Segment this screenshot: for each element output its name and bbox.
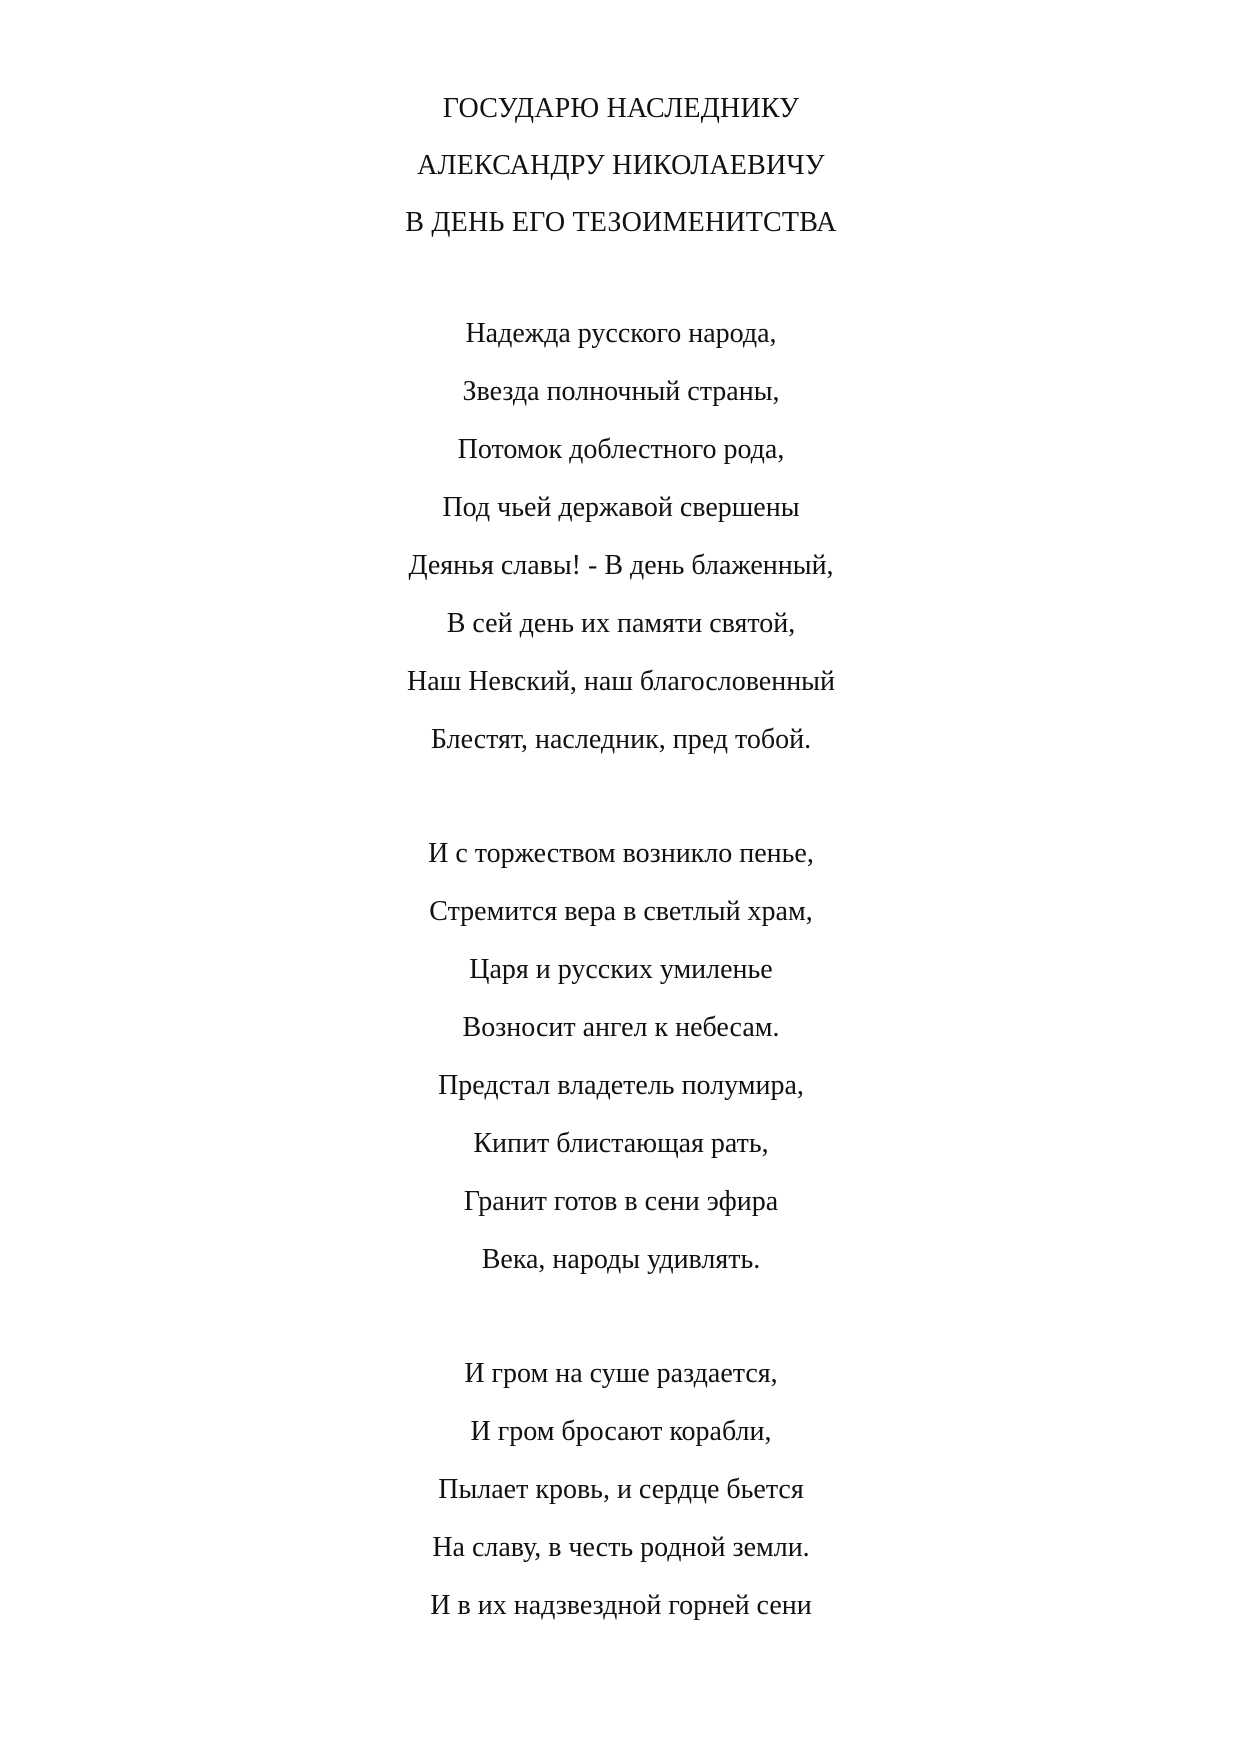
title-line: АЛЕКСАНДРУ НИКОЛАЕВИЧУ [417, 150, 825, 181]
verse-line: Под чьей державой свершены [442, 492, 800, 523]
verse-line: В сей день их памяти святой, [446, 608, 796, 639]
verse-line: И гром бросают корабли, [470, 1416, 772, 1447]
verse-line: Возносит ангел к небесам. [462, 1012, 780, 1043]
verse-line: Блестят, наследник, пред тобой. [430, 724, 812, 755]
stanza-3 [0, 1345, 1242, 1635]
stanza-1 [0, 305, 1242, 769]
verse-line: И в их надзвездной горней сени [430, 1590, 812, 1621]
verse-line: Кипит блистающая рать, [473, 1128, 769, 1159]
verse-line: Звезда полночный страны, [462, 376, 780, 407]
verse-line: И гром на суше раздается, [464, 1358, 778, 1389]
stanza-2 [0, 825, 1242, 1289]
verse-line: Наш Невский, наш благословенный [407, 666, 835, 697]
title-line: В ДЕНЬ ЕГО ТЕЗОИМЕНИТСТВА [405, 207, 837, 238]
verse-line: Века, народы удивлять. [481, 1244, 761, 1275]
verse-line: И с торжеством возникло пенье, [428, 838, 814, 869]
title-line: ГОСУДАРЮ НАСЛЕДНИКУ [442, 93, 800, 124]
verse-line: Предстал владетель полумира, [438, 1070, 804, 1101]
poem-title [0, 80, 1242, 251]
verse-line: Надежда русского народа, [465, 318, 777, 349]
verse-line: На славу, в честь родной земли. [432, 1532, 810, 1563]
verse-line: Гранит готов в сени эфира [463, 1186, 779, 1217]
verse-line: Царя и русских умиленье [469, 954, 773, 985]
verse-line: Пылает кровь, и сердце бьется [438, 1474, 804, 1505]
verse-line: Потомок доблестного рода, [457, 434, 785, 465]
verse-line: Стремится вера в светлый храм, [429, 896, 813, 927]
verse-line: Деянья славы! - В день блаженный, [408, 550, 834, 581]
